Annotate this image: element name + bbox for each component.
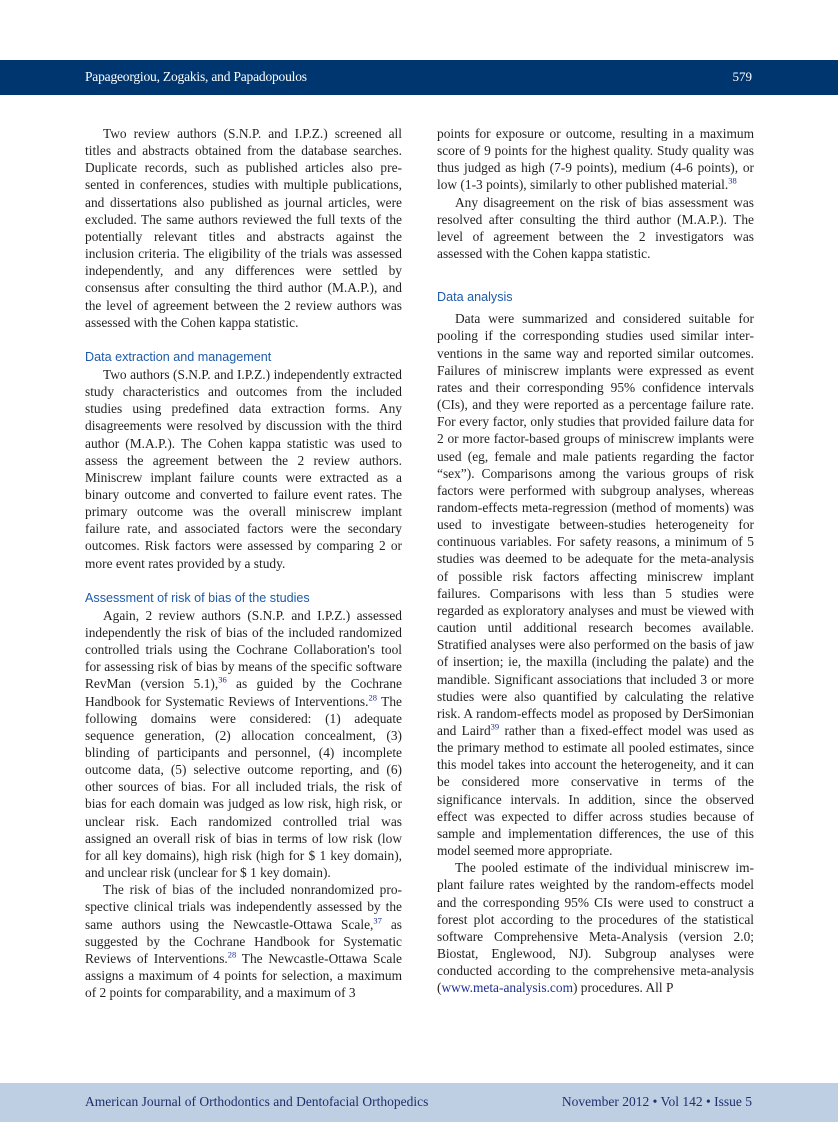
reference-28[interactable]: 28: [368, 692, 377, 703]
header-authors: Papageorgiou, Zogakis, and Papadopoulos: [85, 69, 307, 84]
paragraph-risk-of-bias-nonrandomized: The risk of bias of the included nonrandomized prospective clinical trials was independently assessed by the same authors using the Newcastle-Ottawa Scale,$^{37}$ as suggested by the Cochrane Handbook for Systematic Reviews of Interventions.$^{28}$ The Newcastle-Ottawa Scale assigns a maximum of 4 points for selection, a maximum of 2 points for comparability, and a maximum of 3: [85, 882, 403, 1001]
reference-39[interactable]: 39: [490, 721, 500, 732]
reference-36[interactable]: 36: [218, 674, 227, 685]
running-header: [0, 60, 838, 95]
paragraph-screening: Two review authors (S.N.P. and I.P.Z.) screened all titles and abstracts obtained from the database searches. Duplicate records, such as published articles also presented in conferences, studies with multiple publications, and dissertations also published as journal articles, were excluded. The same authors reviewed the full texts of the potentially relevant titles and abstracts against the inclusion criteria. The eligibility of the trials was assessed independently, and any differences were settled by consensus after consulting the third author (M.A.P.), and the level of agreement between the 2 review authors was assessed with the Cohen kappa statistic.: [85, 126, 402, 330]
paragraph-pooled-estimate: The pooled estimate of the individual miniscrew implant failure rates weighted by the random-effects model and the corresponding 95% CIs were used to construct a forest plot according to the procedures of the statistical software Comprehensive Meta-Analysis (version 2.0; Biostat, Englewood, NJ). Subgroup analyses were conducted according to the comprehensive meta-analysis (www.meta-analysis.com) procedures. All P: [437, 860, 754, 996]
footer-journal-title: American Journal of Orthodontics and Dentofacial Orthopedics: [85, 1094, 429, 1109]
paragraph-nos-scoring: points for exposure or outcome, resulting in a maximum score of 9 points for the highest quality. Study quality was thus judged as high (7-9 points), medium (4-6 points), or low (1-3 points), similarly to other published material.$^{38}$: [437, 126, 754, 193]
running-footer: [0, 1083, 838, 1122]
paragraph-data-extraction: Two authors (S.N.P. and I.P.Z.) independently extracted study characteristics and outcomes from the included studies using predefined data extraction forms. Any disagreements were resolved by discussion with the third author (M.A.P.). The Cohen kappa statistic was used to assess the agreement between the 2 review authors. Miniscrew implant failure counts were extracted as a binary outcome and converted to failure event rates. The primary outcome was the overall miniscrew implant failure rate, and associated factors were the secondary outcomes. Risk factors were assessed by comparing 2 or more event rates provided by a study.: [85, 366, 402, 571]
footer-issue-info: November 2012 • Vol 142 • Issue 5: [561, 1094, 752, 1109]
right-column: [437, 125, 754, 997]
reference-28[interactable]: 28: [227, 949, 237, 960]
heading-risk-of-bias: Assessment of risk of bias of the studies: [85, 590, 310, 605]
paragraph-disagreement: Any disagreement on the risk of bias assessment was resolved after consulting the third author (M.A.P.). The level of agreement between the 2 investigators was assessed with the Cohen kappa statistic.: [437, 194, 754, 262]
page-number: 579: [732, 69, 752, 84]
paragraph-risk-of-bias-rct: Again, 2 review authors (S.N.P. and I.P.Z.) assessed independently the risk of bias of the included randomized controlled trials using the Cochrane Collaboration's tool for assessing risk of bias by means of the specific software RevMan (version 5.1),$^{36}$ as guided by the Cochrane Handbook for Systematic Reviews of Interventions.$^{28}$ The following domains were considered: (1) adequate sequence generation, (2) allocation concealment, (3) blinding of participants and personnel, (4) incomplete outcome data, (5) selective outcome reporting, and (6) other sources of bias. For all included trials, the risk of bias for each domain was judged as low risk, high risk, or unclear risk. Each randomized controlled trial was assigned an overall risk of bias in terms of low risk (low for all key domains), high risk (high for $ 1 key domain), and unclear risk (unclear for $ 1 key domain).: [85, 607, 402, 881]
heading-data-analysis: Data analysis: [437, 290, 513, 305]
meta-analysis-link[interactable]: www.meta-analysis.com: [441, 980, 573, 996]
reference-38[interactable]: 38: [728, 176, 737, 186]
heading-data-extraction: Data extraction and management: [85, 349, 272, 364]
paragraph-data-analysis: Data were summarized and considered suitable for pooling if the corresponding studies used similar interventions in the same way and reported similar outcomes. Failures of miniscrew implants were expressed as event rates and their corresponding 95% confidence intervals (CIs), and they were reported as a percentage failure rate. For every factor, only studies that provided failure data for 2 or more factor-based groups of miniscrew implants were used (eg, female and male patients regarding the factor “sex”). Comparisons among the various groups of risk factors were performed with subgroup analyses, whereas random-effects meta-regression (method of moments) was used to investigate between-studies heterogeneity for continuous variables. For safety reasons, a minimum of 5 studies was deemed to be adequate for the meta-analysis of possible risk factors affecting miniscrew implant failures. Comparisons with less than 5 studies were regarded as exploratory analyses and must be viewed with caution until additional research becomes available. Stratified analyses were also performed on the basis of jaw of insertion; ie, the maxilla (including the palate) and the mandible. Significant associations that included 3 or more studies were also quantified by calculating the relative risk. A random-effects model as proposed by DerSimonian and Laird$^{39}$ rather than a fixed-effect model was used as the primary method to estimate all pooled estimates, since this model takes into account the heterogeneity, and it can be considered more conservative in terms of the significance intervals. In addition, since the observed effect was expected to differ across studies because of sample and implementation differences, the use of this model seemed more appropriate.: [437, 311, 754, 859]
left-column: [85, 125, 402, 1001]
reference-37[interactable]: 37: [373, 915, 382, 926]
